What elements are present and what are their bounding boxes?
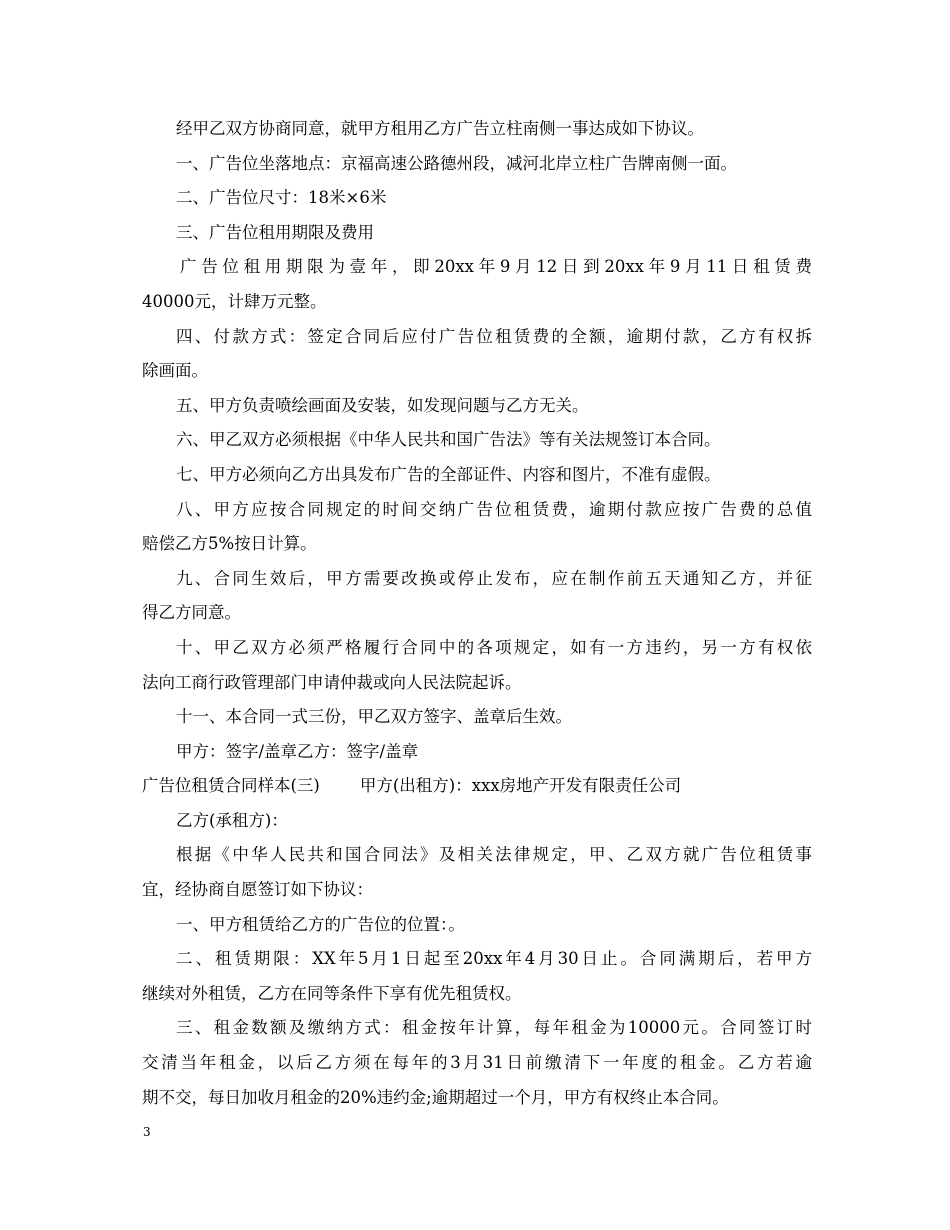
paragraph-line: 根据《中华人民共和国合同法》及相关法律规定，甲、乙双方就广告位租赁事 (176, 845, 812, 865)
paragraph-line: 除画面。 (142, 361, 208, 381)
paragraph-line: 一、甲方租赁给乙方的广告位的位置：。 (176, 914, 465, 934)
paragraph-line: 十一、本合同一式三份，甲乙双方签字、盖章后生效。 (176, 707, 572, 727)
document-body (142, 112, 812, 1115)
sample-title: 广告位租赁合同样本(三) (142, 776, 320, 796)
paragraph-line: 九、合同生效后，甲方需要改换或停止发布，应在制作前五天通知乙方，并征 (176, 568, 812, 588)
paragraph-line: 广告位租用期限为壹年，即20xx年9月12日到20xx年9月11日租赁费 (180, 257, 812, 277)
paragraph-line: 40000元，计肆万元整。 (142, 291, 327, 311)
page-number: 3 (143, 1125, 151, 1139)
paragraph-line: 五、甲方负责喷绘画面及安装，如发现问题与乙方无关。 (176, 395, 589, 415)
paragraph-line: 经甲乙双方协商同意，就甲方租用乙方广告立柱南侧一事达成如下协议。 (176, 119, 704, 138)
paragraph-line: 得乙方同意。 (142, 603, 241, 623)
paragraph-line: 四、付款方式：签定合同后应付广告位租赁费的全额，逾期付款，乙方有权拆 (176, 326, 812, 346)
paragraph-line: 一、广告位坐落地点：京福高速公路德州段，减河北岸立柱广告牌南侧一面。 (176, 153, 737, 173)
paragraph-line: 期不交，每日加收月租金的20%违约金;逾期超过一个月，甲方有权终止本合同。 (142, 1087, 729, 1107)
party-a-label: 甲方(出租方)：xxx房地产开发有限责任公司 (359, 776, 682, 796)
paragraph-line: 宜，经协商自愿签订如下协议： (142, 880, 373, 900)
paragraph-line: 法向工商行政管理部门申请仲裁或向人民法院起诉。 (142, 672, 522, 692)
paragraph-line: 三、租金数额及缴纳方式：租金按年计算，每年租金为10000元。合同签订时 (176, 1018, 812, 1038)
paragraph-line: 乙方(承租方)： (176, 810, 288, 830)
paragraph-line: 二、租赁期限：XX年5月1日起至20xx年4月30日止。合同满期后，若甲方 (176, 949, 812, 969)
paragraph-line: 赔偿乙方5%按日计算。 (142, 534, 317, 554)
paragraph-line: 三、广告位租用期限及费用 (176, 222, 374, 242)
paragraph-line: 十、甲乙双方必须严格履行合同中的各项规定，如有一方违约，另一方有权依 (176, 637, 812, 657)
paragraph-line: 交清当年租金，以后乙方须在每年的3月31日前缴清下一年度的租金。乙方若逾 (142, 1053, 812, 1073)
signature-line: 甲方：签字/盖章乙方：签字/盖章 (176, 741, 419, 761)
paragraph-line: 六、甲乙双方必须根据《中华人民共和国广告法》等有关法规签订本合同。 (176, 430, 721, 450)
sample-heading-line (142, 769, 812, 804)
paragraph-line: 八、甲方应按合同规定的时间交纳广告位租赁费，逾期付款应按广告费的总值 (176, 499, 812, 519)
paragraph-line: 二、广告位尺寸：18米×6米 (176, 188, 387, 208)
paragraph-line: 七、甲方必须向乙方出具发布广告的全部证件、内容和图片，不准有虚假。 (176, 464, 721, 484)
paragraph-line: 继续对外租赁，乙方在同等条件下享有优先租赁权。 (142, 983, 522, 1003)
